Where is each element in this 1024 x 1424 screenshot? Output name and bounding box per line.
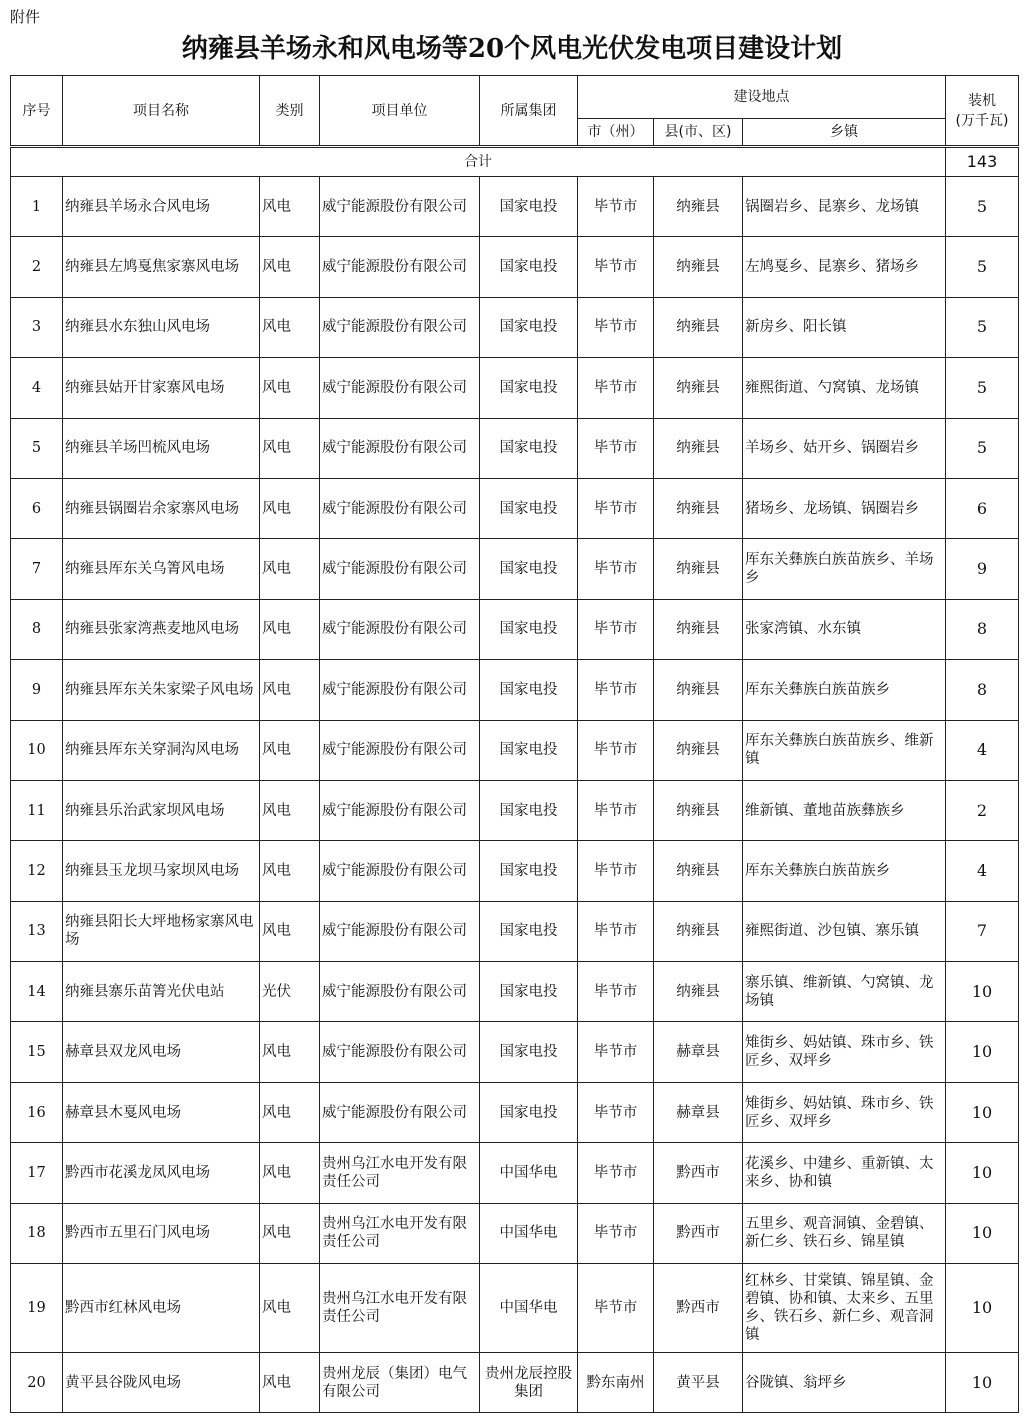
row-project-name: 黔西市五里石门风电场	[63, 1203, 260, 1263]
row-county: 纳雍县	[654, 962, 743, 1022]
row-project-name: 纳雍县厍东关朱家梁子风电场	[63, 660, 260, 720]
row-seq: 11	[11, 780, 63, 840]
row-group: 国家电投	[480, 841, 578, 901]
row-seq: 12	[11, 841, 63, 901]
row-group: 国家电投	[480, 962, 578, 1022]
row-city: 毕节市	[578, 1264, 654, 1353]
header-capacity: 装机 (万千瓦)	[946, 76, 1019, 147]
row-town: 厍东关彝族白族苗族乡、羊场乡	[743, 539, 946, 599]
table-row	[11, 1022, 1019, 1082]
row-project-name: 纳雍县姑开甘家寨风电场	[63, 358, 260, 418]
row-project-name: 纳雍县厍东关乌箐风电场	[63, 539, 260, 599]
row-unit: 威宁能源股份有限公司	[320, 780, 480, 840]
row-type: 风电	[260, 418, 320, 478]
total-value: 143	[946, 147, 1019, 177]
row-town: 锅圈岩乡、昆寨乡、龙场镇	[743, 177, 946, 237]
row-unit: 威宁能源股份有限公司	[320, 297, 480, 357]
row-type: 风电	[260, 177, 320, 237]
row-project-name: 纳雍县左鸠戛焦家寨风电场	[63, 237, 260, 297]
row-city: 毕节市	[578, 297, 654, 357]
header-seq: 序号	[11, 76, 63, 147]
row-city: 毕节市	[578, 358, 654, 418]
table-row	[11, 962, 1019, 1022]
row-seq: 1	[11, 177, 63, 237]
table-row	[11, 1203, 1019, 1263]
row-city: 毕节市	[578, 177, 654, 237]
row-group: 国家电投	[480, 720, 578, 780]
row-project-name: 纳雍县锅圈岩余家寨风电场	[63, 478, 260, 538]
row-capacity: 6	[946, 478, 1019, 538]
row-county: 纳雍县	[654, 901, 743, 961]
table-row	[11, 901, 1019, 961]
row-capacity: 10	[946, 1143, 1019, 1203]
row-city: 毕节市	[578, 962, 654, 1022]
row-seq: 16	[11, 1082, 63, 1142]
row-project-name: 黔西市红林风电场	[63, 1264, 260, 1353]
row-county: 黔西市	[654, 1264, 743, 1353]
row-type: 风电	[260, 237, 320, 297]
row-type: 风电	[260, 358, 320, 418]
row-type: 风电	[260, 1203, 320, 1263]
header-type: 类别	[260, 76, 320, 147]
table-row	[11, 297, 1019, 357]
row-type: 风电	[260, 1264, 320, 1353]
table-row	[11, 539, 1019, 599]
row-county: 纳雍县	[654, 539, 743, 599]
document-title: 纳雍县羊场永和风电场等20个风电光伏发电项目建设计划	[181, 34, 843, 64]
table-row	[11, 418, 1019, 478]
row-town: 谷陇镇、翁坪乡	[743, 1353, 946, 1413]
row-project-name: 赫章县木戛风电场	[63, 1082, 260, 1142]
row-seq: 13	[11, 901, 63, 961]
table-row	[11, 1143, 1019, 1203]
row-capacity: 8	[946, 660, 1019, 720]
row-group: 中国华电	[480, 1203, 578, 1263]
header-town: 乡镇	[743, 119, 946, 147]
row-capacity: 9	[946, 539, 1019, 599]
row-type: 风电	[260, 720, 320, 780]
row-capacity: 10	[946, 1082, 1019, 1142]
row-city: 毕节市	[578, 478, 654, 538]
row-county: 纳雍县	[654, 478, 743, 538]
table-row	[11, 1353, 1019, 1413]
row-project-name: 纳雍县水东独山风电场	[63, 297, 260, 357]
row-city: 毕节市	[578, 660, 654, 720]
row-county: 黔西市	[654, 1203, 743, 1263]
row-type: 风电	[260, 1143, 320, 1203]
row-capacity: 10	[946, 1022, 1019, 1082]
row-type: 风电	[260, 660, 320, 720]
row-project-name: 纳雍县玉龙坝马家坝风电场	[63, 841, 260, 901]
row-town: 猪场乡、龙场镇、锅圈岩乡	[743, 478, 946, 538]
table-row	[11, 1082, 1019, 1142]
row-city: 毕节市	[578, 1022, 654, 1082]
row-type: 风电	[260, 1022, 320, 1082]
row-town: 红林乡、甘棠镇、锦星镇、金碧镇、协和镇、太来乡、五里乡、铁石乡、新仁乡、观音洞镇	[743, 1264, 946, 1353]
row-unit: 威宁能源股份有限公司	[320, 358, 480, 418]
row-seq: 9	[11, 660, 63, 720]
row-unit: 威宁能源股份有限公司	[320, 841, 480, 901]
row-capacity: 10	[946, 962, 1019, 1022]
row-city: 毕节市	[578, 539, 654, 599]
row-group: 贵州龙辰控股集团	[480, 1353, 578, 1413]
total-label: 合计	[11, 147, 946, 177]
row-project-name: 赫章县双龙风电场	[63, 1022, 260, 1082]
row-group: 国家电投	[480, 660, 578, 720]
header-county: 县(市、区)	[654, 119, 743, 147]
row-seq: 8	[11, 599, 63, 659]
row-city: 毕节市	[578, 901, 654, 961]
row-town: 厍东关彝族白族苗族乡、维新镇	[743, 720, 946, 780]
row-type: 风电	[260, 780, 320, 840]
row-county: 黔西市	[654, 1143, 743, 1203]
row-unit: 威宁能源股份有限公司	[320, 720, 480, 780]
row-project-name: 纳雍县阳长大坪地杨家寨风电场	[63, 901, 260, 961]
row-unit: 威宁能源股份有限公司	[320, 418, 480, 478]
row-city: 毕节市	[578, 237, 654, 297]
row-city: 毕节市	[578, 841, 654, 901]
row-capacity: 10	[946, 1353, 1019, 1413]
table-row	[11, 841, 1019, 901]
row-unit: 贵州龙辰（集团）电气有限公司	[320, 1353, 480, 1413]
row-group: 国家电投	[480, 1082, 578, 1142]
row-capacity: 10	[946, 1203, 1019, 1263]
row-project-name: 纳雍县乐治武家坝风电场	[63, 780, 260, 840]
row-city: 毕节市	[578, 418, 654, 478]
row-seq: 6	[11, 478, 63, 538]
row-type: 风电	[260, 297, 320, 357]
row-capacity: 5	[946, 418, 1019, 478]
row-capacity: 5	[946, 297, 1019, 357]
row-town: 厍东关彝族白族苗族乡	[743, 841, 946, 901]
row-seq: 20	[11, 1353, 63, 1413]
header-name: 项目名称	[63, 76, 260, 147]
row-county: 赫章县	[654, 1022, 743, 1082]
row-town: 羊场乡、姑开乡、锅圈岩乡	[743, 418, 946, 478]
table-row	[11, 1264, 1019, 1353]
row-unit: 威宁能源股份有限公司	[320, 599, 480, 659]
row-capacity: 4	[946, 841, 1019, 901]
row-seq: 15	[11, 1022, 63, 1082]
row-county: 纳雍县	[654, 841, 743, 901]
row-unit: 贵州乌江水电开发有限责任公司	[320, 1203, 480, 1263]
row-group: 国家电投	[480, 177, 578, 237]
row-town: 寨乐镇、维新镇、勺窝镇、龙场镇	[743, 962, 946, 1022]
row-project-name: 黔西市花溪龙凤风电场	[63, 1143, 260, 1203]
row-town: 雉街乡、妈姑镇、珠市乡、铁匠乡、双坪乡	[743, 1082, 946, 1142]
table-row	[11, 780, 1019, 840]
header-group: 所属集团	[480, 76, 578, 147]
row-seq: 18	[11, 1203, 63, 1263]
row-capacity: 8	[946, 599, 1019, 659]
row-city: 毕节市	[578, 720, 654, 780]
row-town: 雍熙街道、勺窝镇、龙场镇	[743, 358, 946, 418]
row-city: 毕节市	[578, 599, 654, 659]
row-type: 风电	[260, 1082, 320, 1142]
row-unit: 威宁能源股份有限公司	[320, 1022, 480, 1082]
row-capacity: 5	[946, 358, 1019, 418]
row-town: 维新镇、董地苗族彝族乡	[743, 780, 946, 840]
row-seq: 17	[11, 1143, 63, 1203]
row-county: 纳雍县	[654, 418, 743, 478]
row-town: 五里乡、观音洞镇、金碧镇、新仁乡、铁石乡、锦星镇	[743, 1203, 946, 1263]
row-county: 纳雍县	[654, 599, 743, 659]
row-county: 纳雍县	[654, 237, 743, 297]
row-city: 毕节市	[578, 1143, 654, 1203]
row-city: 黔东南州	[578, 1353, 654, 1413]
row-group: 国家电投	[480, 599, 578, 659]
row-city: 毕节市	[578, 1082, 654, 1142]
row-unit: 威宁能源股份有限公司	[320, 660, 480, 720]
table-row	[11, 358, 1019, 418]
row-type: 风电	[260, 599, 320, 659]
row-unit: 威宁能源股份有限公司	[320, 177, 480, 237]
row-unit: 威宁能源股份有限公司	[320, 962, 480, 1022]
row-seq: 10	[11, 720, 63, 780]
row-town: 张家湾镇、水东镇	[743, 599, 946, 659]
row-town: 左鸠戛乡、昆寨乡、猪场乡	[743, 237, 946, 297]
table-row	[11, 660, 1019, 720]
row-county: 赫章县	[654, 1082, 743, 1142]
row-capacity: 5	[946, 177, 1019, 237]
table-row	[11, 237, 1019, 297]
row-group: 国家电投	[480, 237, 578, 297]
row-unit: 贵州乌江水电开发有限责任公司	[320, 1143, 480, 1203]
table-row	[11, 720, 1019, 780]
row-type: 风电	[260, 841, 320, 901]
row-capacity: 10	[946, 1264, 1019, 1353]
row-group: 国家电投	[480, 539, 578, 599]
row-project-name: 纳雍县羊场永合风电场	[63, 177, 260, 237]
row-seq: 14	[11, 962, 63, 1022]
row-capacity: 5	[946, 237, 1019, 297]
row-project-name: 纳雍县张家湾燕麦地风电场	[63, 599, 260, 659]
project-table	[10, 75, 1019, 1413]
row-group: 国家电投	[480, 780, 578, 840]
header-unit: 项目单位	[320, 76, 480, 147]
row-county: 纳雍县	[654, 358, 743, 418]
header-city: 市（州）	[578, 119, 654, 147]
row-type: 风电	[260, 478, 320, 538]
row-county: 纳雍县	[654, 780, 743, 840]
row-group: 国家电投	[480, 297, 578, 357]
row-unit: 贵州乌江水电开发有限责任公司	[320, 1264, 480, 1353]
row-group: 国家电投	[480, 358, 578, 418]
row-county: 纳雍县	[654, 660, 743, 720]
row-project-name: 纳雍县寨乐苗箐光伏电站	[63, 962, 260, 1022]
attachment-label: 附件	[10, 8, 41, 26]
row-seq: 5	[11, 418, 63, 478]
row-county: 纳雍县	[654, 297, 743, 357]
row-seq: 19	[11, 1264, 63, 1353]
row-unit: 威宁能源股份有限公司	[320, 237, 480, 297]
row-group: 中国华电	[480, 1264, 578, 1353]
row-type: 光伏	[260, 962, 320, 1022]
row-unit: 威宁能源股份有限公司	[320, 478, 480, 538]
table-row	[11, 177, 1019, 237]
row-county: 黄平县	[654, 1353, 743, 1413]
row-seq: 4	[11, 358, 63, 418]
row-capacity: 4	[946, 720, 1019, 780]
row-seq: 7	[11, 539, 63, 599]
row-unit: 威宁能源股份有限公司	[320, 1082, 480, 1142]
row-group: 国家电投	[480, 1022, 578, 1082]
row-type: 风电	[260, 1353, 320, 1413]
row-city: 毕节市	[578, 1203, 654, 1263]
row-county: 纳雍县	[654, 177, 743, 237]
row-seq: 2	[11, 237, 63, 297]
table-row	[11, 599, 1019, 659]
row-capacity: 2	[946, 780, 1019, 840]
row-unit: 威宁能源股份有限公司	[320, 539, 480, 599]
row-town: 新房乡、阳长镇	[743, 297, 946, 357]
row-group: 国家电投	[480, 901, 578, 961]
row-group: 国家电投	[480, 418, 578, 478]
table-row	[11, 478, 1019, 538]
row-city: 毕节市	[578, 780, 654, 840]
row-group: 国家电投	[480, 478, 578, 538]
row-town: 厍东关彝族白族苗族乡	[743, 660, 946, 720]
row-town: 雍熙街道、沙包镇、寨乐镇	[743, 901, 946, 961]
row-county: 纳雍县	[654, 720, 743, 780]
row-town: 雉街乡、妈姑镇、珠市乡、铁匠乡、双坪乡	[743, 1022, 946, 1082]
row-unit: 威宁能源股份有限公司	[320, 901, 480, 961]
row-type: 风电	[260, 539, 320, 599]
header-location: 建设地点	[578, 76, 946, 119]
row-seq: 3	[11, 297, 63, 357]
row-project-name: 纳雍县羊场凹梳风电场	[63, 418, 260, 478]
row-project-name: 纳雍县厍东关穿洞沟风电场	[63, 720, 260, 780]
row-town: 花溪乡、中建乡、重新镇、太来乡、协和镇	[743, 1143, 946, 1203]
row-project-name: 黄平县谷陇风电场	[63, 1353, 260, 1413]
row-group: 中国华电	[480, 1143, 578, 1203]
row-capacity: 7	[946, 901, 1019, 961]
row-type: 风电	[260, 901, 320, 961]
